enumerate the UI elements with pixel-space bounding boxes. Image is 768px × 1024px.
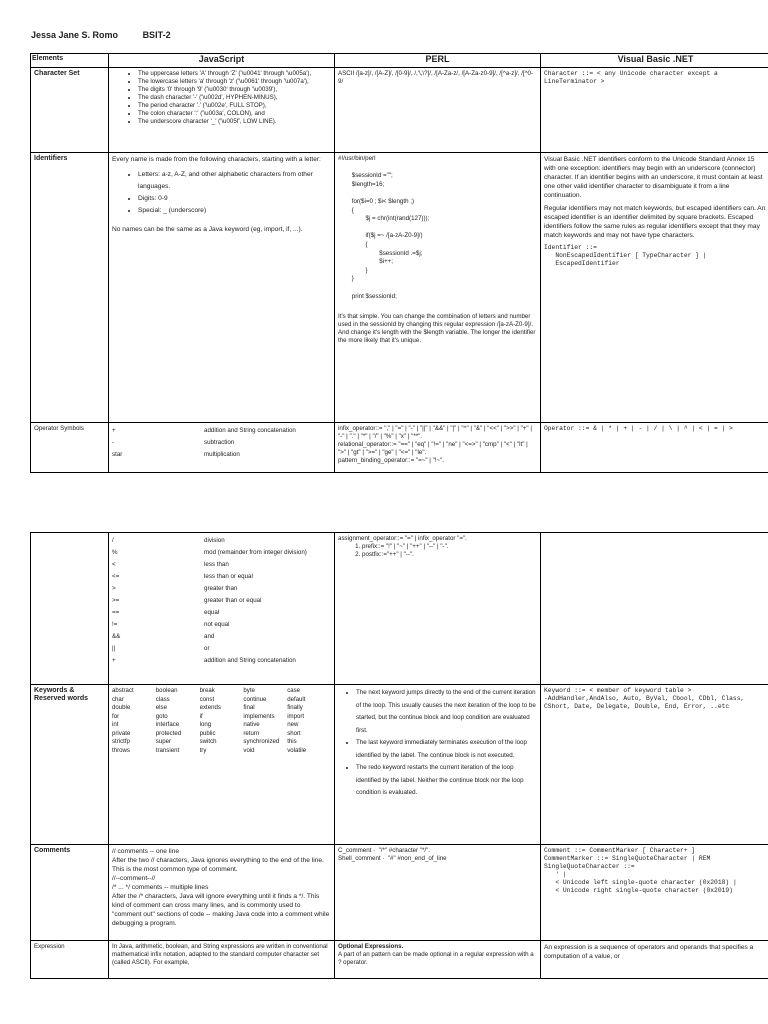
list-item: • The dash character '-' ('\u002d', HYPHEN-MINUS),	[138, 94, 331, 102]
keyword: throws	[112, 746, 130, 754]
operator-row	[112, 643, 331, 655]
keyword-row	[112, 721, 331, 730]
operator-row	[112, 535, 331, 547]
operator-description: and	[204, 633, 215, 640]
keyword: case	[287, 687, 301, 694]
row-operator-symbols-cont	[31, 533, 768, 685]
operator-symbol: /	[112, 537, 114, 544]
operator-row	[112, 583, 331, 595]
comparison-table-page-2	[30, 532, 768, 979]
keyword: class	[155, 695, 170, 703]
operator-description: greater than	[204, 585, 238, 592]
operator-description: addition and String concatenation	[204, 427, 296, 434]
operator-row	[112, 655, 331, 667]
list-item: • Special: _ (underscore)	[138, 205, 331, 217]
operator-description: division	[204, 537, 225, 544]
vb-cell	[541, 153, 768, 423]
keyword: finally	[287, 704, 303, 711]
row-label: Identifiers	[31, 153, 109, 423]
operator-symbol: ==	[112, 609, 120, 616]
keyword: abstract	[112, 687, 134, 694]
vb-code: Identifier ::= NonEscapedIdentifier [ TypeCharacter ] | EscapedIdentifier	[544, 244, 707, 267]
operator-row	[112, 449, 331, 461]
keyword: this	[287, 738, 297, 745]
vb-cell: Character ::= < any Unicode character except a LineTerminator >	[541, 68, 768, 153]
perl-cell: C_comment · "/*" #character "*/". Shell_comment · "#" #non_end_of_line	[335, 845, 541, 941]
section-label: BSIT-2	[142, 30, 171, 40]
keyword: default	[287, 695, 306, 703]
operator-description: not equal	[204, 621, 230, 628]
table-header-row	[31, 54, 768, 68]
row-label: Expression	[31, 941, 109, 979]
keyword: try	[199, 746, 207, 754]
keyword: super	[155, 738, 172, 745]
keyword: transient	[155, 746, 180, 754]
operator-table	[112, 425, 331, 461]
operator-symbol: %	[112, 549, 118, 556]
col-header-javascript: JavaScript	[109, 54, 335, 68]
operator-symbol: &&	[112, 633, 121, 640]
js-outro: No names can be the same as a Java keyword (eg, import, if, ...).	[112, 226, 303, 233]
keyword: if	[199, 712, 203, 720]
keyword-row	[112, 730, 331, 739]
js-cell	[109, 153, 335, 423]
list-item: • The period character '.' ('\u002e', FULL STOP),	[138, 102, 331, 110]
row-label: Comments	[31, 845, 109, 941]
list-item: • Letters: a-z, A-Z, and other alphabetic characters from other languages.	[138, 169, 331, 193]
perl-op-list	[338, 543, 537, 559]
keyword: double	[112, 704, 131, 711]
keyword: final	[243, 704, 255, 711]
keyword: continue	[243, 695, 267, 703]
row-label: Character Set	[31, 68, 109, 153]
vb-p1: Visual Basic .NET identifiers conform to the Unicode Standard Annex 15 with one exception: identifiers may begin with an underscore (connector) character. If an identifier begins with an underscore, it must contain at least one other valid identifier character to disambiguate it from a line continuation.	[544, 156, 763, 199]
js-cell: In Java, arithmetic, boolean, and String expressions are written in conventional mathematical infix notation, adapted to the standard computer character set (called ASCII). For example,	[109, 941, 335, 979]
perl-cell	[335, 153, 541, 423]
operator-description: less than or equal	[204, 573, 253, 580]
operator-row	[112, 607, 331, 619]
perl-keyword-list	[338, 687, 537, 800]
list-item: • The digits '0' through '9' ('\u0030' through '\u0039'),	[138, 86, 331, 94]
keyword-grid	[112, 687, 331, 755]
js-cell: // comments -- one line After the two // characters, Java ignores everything to the end of the line. This is the most common type of comment. //--comment--// /* ... */ comments -- multiple lines After the /* characters, Java will ignore everything until it finds a */. This kind of comment can cross many lines, and is commonly used to "comment out" sections of code -- making Java code into a comment while debugging a program.	[109, 845, 335, 941]
operator-symbol: ||	[112, 645, 116, 652]
js-cell	[109, 423, 335, 473]
keyword: const	[199, 695, 215, 703]
js-cell	[109, 533, 335, 685]
operator-row	[112, 619, 331, 631]
keyword: boolean	[155, 687, 178, 694]
keyword: volatile	[287, 746, 307, 754]
keyword: interface	[155, 721, 180, 728]
col-header-perl: PERL	[335, 54, 541, 68]
row-comments	[31, 845, 768, 941]
js-intro: Every name is made from the following characters, starting with a letter:	[112, 156, 321, 163]
list-item: 2. postfix::="++" | "--".	[362, 551, 537, 559]
keyword: new	[287, 721, 299, 728]
perl-cell	[335, 533, 541, 685]
keyword: void	[243, 746, 255, 754]
row-identifiers	[31, 153, 768, 423]
row-label: Operator Symbols	[31, 423, 109, 473]
keyword: long	[199, 721, 212, 728]
vb-p2: Regular identifiers may not match keywords, but escaped identifiers can. An escaped identifier is an identifier delimited by square brackets. Escaped identifiers follow the same rules as regular identifiers except that they may match keywords and may not have type characters.	[544, 205, 766, 239]
keyword: extends	[199, 704, 221, 711]
js-cell	[109, 68, 335, 153]
row-label: Keywords & Reserved words	[31, 685, 109, 845]
keyword-row	[112, 687, 331, 696]
list-item: • The last keyword immediately terminates execution of the loop identified by the label. The continue block is not executed.	[356, 737, 537, 762]
keyword: implements	[243, 712, 275, 720]
comparison-table-page-1	[30, 53, 768, 473]
vb-cell: An expression is a sequence of operators and operands that specifies a computation of a value, or	[541, 941, 768, 979]
keyword-row	[112, 738, 331, 747]
keyword: private	[112, 729, 131, 737]
operator-description: addition and String concatenation	[204, 657, 296, 664]
keyword: else	[155, 704, 167, 711]
keyword: switch	[199, 738, 217, 745]
keyword: import	[287, 712, 305, 720]
operator-description: less than	[204, 561, 229, 568]
operator-row	[112, 425, 331, 437]
operator-symbol: -	[112, 439, 115, 446]
list-item: • The next keyword jumps directly to the end of the current iteration of the loop. This usually causes the next iteration of the loop to be started, but the continue block and loop condition are evaluated first.	[356, 687, 537, 737]
document-header	[31, 30, 179, 40]
row-expression	[31, 941, 768, 979]
list-item: • The underscore character '_' ('\u005f', LOW LINE).	[138, 118, 331, 126]
js-cell	[109, 685, 335, 845]
operator-description: mod (remainder from integer division)	[204, 549, 307, 556]
operator-symbol: <	[112, 561, 116, 568]
charset-list	[112, 70, 331, 126]
keyword: synchronized	[243, 738, 280, 745]
list-item: • The colon character ':' ('\u003a', COLON), and	[138, 110, 331, 118]
keyword: strictfp	[112, 738, 130, 745]
operator-row	[112, 595, 331, 607]
identifier-rules-list	[112, 169, 331, 217]
perl-assign: assignment_operator::= "=" | infix_operator "=".	[338, 535, 467, 542]
operator-symbol: star	[112, 451, 123, 458]
operator-row	[112, 559, 331, 571]
keyword: native	[243, 721, 260, 728]
list-item: • The lowercase letters 'a' through 'z' ('\u0061' through '\u007a'),	[138, 78, 331, 86]
keyword: goto	[155, 712, 168, 720]
operator-description: or	[204, 645, 210, 652]
perl-cell: infix_operator::= "," | "=" | "-" | "||" | "&&" | "|" | "^" | "&" | "<<" | ">>" | "+" | "-" | "." | "*" | "/" | "%" | "x" | "**". relational_operator::= "==" | "eq" | "!=" | "ne" | "<=>" | "cmp" | "<" | "lt" | ">" | "gt" | ">=" | "ge" | "<=" | "le". pattern_binding_operator::= "=~" | "!~".	[335, 423, 541, 473]
perl-code: #!/usr/bin/perl $sessionId =""; $length=16; for($i=0 ; $i< $length ;) { $j = chr(int(rand(127))); if($j =~ /[a-zA-Z0-9]/) { $sessionId .=$j; $i++; } } print $sessionId;	[338, 155, 430, 300]
keyword-row	[112, 713, 331, 722]
keyword: return	[243, 729, 260, 737]
col-header-vbnet: Visual Basic .NET	[541, 54, 768, 68]
keyword: protected	[155, 729, 182, 737]
keyword-row	[112, 696, 331, 705]
operator-description: equal	[204, 609, 220, 616]
operator-row	[112, 437, 331, 449]
perl-text: It's that simple. You can change the combination of letters and number used in the sessionId by changing this regular expression /[a-zA-Z0-9]/. And change it's length with the $length variable. The longer the identifier the more likely that it's unique.	[338, 313, 536, 345]
vb-cell: Keyword ::= < member of keyword table > -AddHandler,AndAlso, Auto, ByVal, Cbool, CDbl, Class, CShort, Date, Delegate, Double, End, Error, ..etc	[541, 685, 768, 845]
keyword: char	[112, 695, 124, 703]
operator-description: multiplication	[204, 451, 240, 458]
perl-cell: ASCII /[a-z]/, /[A-Z]/, /[0-9]/, /,'\,\?]/, /[A-Za-z/, /[A-Za-z0-9]/, /[^a-z]/, /[^0-9/	[335, 68, 541, 153]
keyword: byte	[243, 687, 255, 694]
keyword: public	[199, 729, 216, 737]
keyword: short	[287, 729, 301, 737]
operator-description: greater than or equal	[204, 597, 262, 604]
perl-title: Optional Expressions.	[338, 943, 404, 950]
operator-symbol: +	[112, 427, 116, 434]
perl-cell	[335, 941, 541, 979]
list-item: • The uppercase letters 'A' through 'Z' ('\u0041' through '\u005a'),	[138, 70, 331, 78]
col-header-elements: Elements	[31, 54, 109, 68]
operator-symbol: >=	[112, 597, 120, 604]
operator-row	[112, 547, 331, 559]
operator-row	[112, 571, 331, 583]
list-item: • The redo keyword restarts the current iteration of the loop identified by the label. Neither the continue block nor the loop condition is evaluated.	[356, 762, 537, 800]
keyword: break	[199, 687, 215, 694]
row-keywords	[31, 685, 768, 845]
operator-symbol: >	[112, 585, 116, 592]
list-item: 1. prefix::= "!" | "~" | "++" | "--" | "-".	[362, 543, 537, 551]
row-operator-symbols	[31, 423, 768, 473]
row-character-set	[31, 68, 768, 153]
operator-row	[112, 631, 331, 643]
author-name: Jessa Jane S. Romo	[31, 30, 119, 40]
list-item: • Digits: 0-9	[138, 193, 331, 205]
row-label	[31, 533, 109, 685]
operator-symbol: !=	[112, 621, 118, 628]
operator-table	[112, 535, 331, 667]
keyword: int	[112, 721, 119, 728]
keyword-row	[112, 704, 331, 713]
operator-symbol: +	[112, 657, 116, 664]
vb-cell: Operator ::= & | * | + | - | / | \ | ^ | < | = | >	[541, 423, 768, 473]
keyword-row	[112, 747, 331, 756]
vb-cell: Comment ::= CommentMarker [ Character+ ] CommentMarker ::= SingleQuoteCharacter | REM SingleQuoteCharacter ::= ' | < Unicode left single-quote character (0x2018) | < Unicode right single-quote character (0x2019)	[541, 845, 768, 941]
vb-cell	[541, 533, 768, 685]
perl-text: A part of an pattern can be made optional in a regular expression with a ? operator.	[338, 951, 534, 966]
operator-symbol: <=	[112, 573, 120, 580]
operator-description: subtraction	[204, 439, 235, 446]
perl-cell	[335, 685, 541, 845]
keyword: for	[112, 712, 120, 720]
